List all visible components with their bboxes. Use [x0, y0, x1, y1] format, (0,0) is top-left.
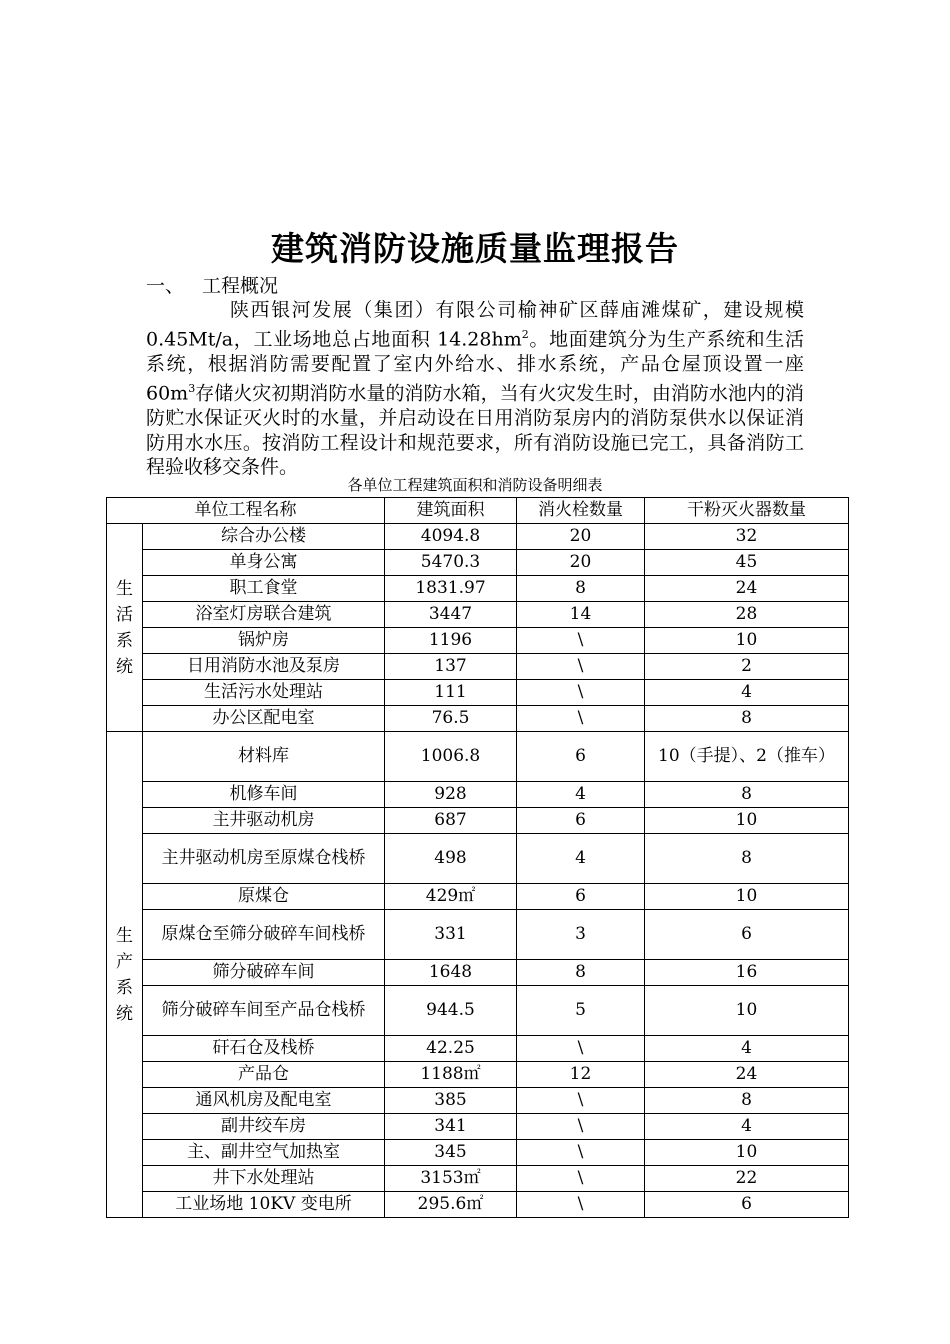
- hydrant-count-cell: \: [517, 1114, 645, 1140]
- hydrant-count-cell: 4: [517, 834, 645, 884]
- extinguisher-count-cell: 4: [645, 1036, 849, 1062]
- area-cell: 111: [385, 680, 517, 706]
- section-heading: [146, 274, 278, 298]
- extinguisher-count-cell: 10: [645, 884, 849, 910]
- hydrant-count-cell: \: [517, 1192, 645, 1218]
- extinguisher-count-cell: 16: [645, 960, 849, 986]
- unit-name-cell: 副井绞车房: [143, 1114, 385, 1140]
- unit-name-cell: 主、副井空气加热室: [143, 1140, 385, 1166]
- hydrant-count-cell: 6: [517, 732, 645, 782]
- intro-text-1: 陕西银河发展（集团）有限公司榆神矿区薛庙滩煤矿，建设规模 0.45Mt/a，工业场地总占地面积 14.28hm: [146, 299, 804, 351]
- group-label-char: 统: [116, 1003, 133, 1024]
- unit-name-cell: 主井驱动机房至原煤仓栈桥: [143, 834, 385, 884]
- extinguisher-count-cell: 28: [645, 602, 849, 628]
- area-cell: 345: [385, 1140, 517, 1166]
- header-unit-name: 单位工程名称: [107, 498, 385, 524]
- unit-name-cell: 主井驱动机房: [143, 808, 385, 834]
- extinguisher-count-cell: 8: [645, 1088, 849, 1114]
- area-cell: 1006.8: [385, 732, 517, 782]
- area-cell: 687: [385, 808, 517, 834]
- hydrant-count-cell: 4: [517, 782, 645, 808]
- table-row: [107, 1140, 849, 1166]
- hydrant-count-cell: 6: [517, 884, 645, 910]
- intro-sup-2: 3: [188, 381, 196, 395]
- section-number: 一、: [146, 275, 185, 297]
- area-cell: 1196: [385, 628, 517, 654]
- unit-name-cell: 材料库: [143, 732, 385, 782]
- table-row: [107, 602, 849, 628]
- area-cell: 5470.3: [385, 550, 517, 576]
- area-cell: 3153㎡: [385, 1166, 517, 1192]
- table-row: [107, 1062, 849, 1088]
- area-cell: 385: [385, 1088, 517, 1114]
- hydrant-count-cell: 12: [517, 1062, 645, 1088]
- table-row: [107, 884, 849, 910]
- area-cell: 1648: [385, 960, 517, 986]
- table-row: [107, 732, 849, 782]
- table-row: [107, 960, 849, 986]
- table-row: [107, 654, 849, 680]
- extinguisher-count-cell: 45: [645, 550, 849, 576]
- area-cell: 1188㎡: [385, 1062, 517, 1088]
- area-cell: 137: [385, 654, 517, 680]
- table-row: [107, 576, 849, 602]
- hydrant-count-cell: \: [517, 654, 645, 680]
- extinguisher-count-cell: 8: [645, 782, 849, 808]
- system-group-label: [107, 732, 143, 1218]
- hydrant-count-cell: 5: [517, 986, 645, 1036]
- extinguisher-count-cell: 32: [645, 524, 849, 550]
- area-cell: 4094.8: [385, 524, 517, 550]
- extinguisher-count-cell: 10: [645, 808, 849, 834]
- unit-name-cell: 机修车间: [143, 782, 385, 808]
- table-body: [107, 524, 849, 1218]
- extinguisher-count-cell: 2: [645, 654, 849, 680]
- system-group-label: [107, 524, 143, 732]
- unit-name-cell: 原煤仓至筛分破碎车间栈桥: [143, 910, 385, 960]
- table-row: [107, 1192, 849, 1218]
- hydrant-count-cell: 8: [517, 576, 645, 602]
- hydrant-count-cell: 6: [517, 808, 645, 834]
- extinguisher-count-cell: 8: [645, 834, 849, 884]
- extinguisher-count-cell: 10: [645, 1140, 849, 1166]
- intro-text-2: 。地面建筑分为生产系统和生活系统，根据消防需要配置了室内外给水、排水系统，产品仓屋顶设置一座 60m: [146, 328, 804, 405]
- area-cell: 429㎡: [385, 884, 517, 910]
- table-row: [107, 1166, 849, 1192]
- hydrant-count-cell: \: [517, 628, 645, 654]
- hydrant-count-cell: 8: [517, 960, 645, 986]
- unit-name-cell: 单身公寓: [143, 550, 385, 576]
- hydrant-count-cell: \: [517, 1140, 645, 1166]
- unit-name-cell: 职工食堂: [143, 576, 385, 602]
- table-row: [107, 910, 849, 960]
- table-row: [107, 628, 849, 654]
- table-row: [107, 1036, 849, 1062]
- group-label-char: 系: [116, 977, 133, 998]
- hydrant-count-cell: 20: [517, 550, 645, 576]
- unit-name-cell: 办公区配电室: [143, 706, 385, 732]
- unit-name-cell: 井下水处理站: [143, 1166, 385, 1192]
- group-label-char: 生: [116, 925, 133, 946]
- table-caption: 各单位工程建筑面积和消防设备明细表: [347, 476, 603, 494]
- area-cell: 944.5: [385, 986, 517, 1036]
- hydrant-count-cell: \: [517, 1036, 645, 1062]
- hydrant-count-cell: 14: [517, 602, 645, 628]
- table-row: [107, 1114, 849, 1140]
- project-overview-paragraph: [146, 298, 804, 480]
- table-row: [107, 706, 849, 732]
- hydrant-count-cell: \: [517, 1166, 645, 1192]
- unit-name-cell: 产品仓: [143, 1062, 385, 1088]
- table-row: [107, 782, 849, 808]
- header-extinguisher: 干粉灭火器数量: [645, 498, 849, 524]
- hydrant-count-cell: 3: [517, 910, 645, 960]
- header-area: 建筑面积: [385, 498, 517, 524]
- area-cell: 42.25: [385, 1036, 517, 1062]
- extinguisher-count-cell: 6: [645, 910, 849, 960]
- unit-name-cell: 矸石仓及栈桥: [143, 1036, 385, 1062]
- group-label-char: 生: [116, 578, 133, 599]
- unit-name-cell: 综合办公楼: [143, 524, 385, 550]
- group-label-char: 统: [116, 656, 133, 677]
- group-label-char: 活: [116, 604, 133, 625]
- extinguisher-count-cell: 10（手提）、2（推车）: [645, 732, 849, 782]
- header-hydrant: 消火栓数量: [517, 498, 645, 524]
- fire-equipment-table: [106, 497, 849, 1218]
- hydrant-count-cell: \: [517, 706, 645, 732]
- extinguisher-count-cell: 24: [645, 576, 849, 602]
- intro-text-3: 存储火灾初期消防水量的消防水箱，当有火灾发生时，由消防水池内的消防贮水保证灭火时的水量，并启动设在日用消防泵房内的消防泵供水以保证消防用水水压。按消防工程设计和规范要求，所有消防设施已完工，具备消防工程验收移交条件。: [146, 382, 804, 479]
- area-cell: 331: [385, 910, 517, 960]
- extinguisher-count-cell: 22: [645, 1166, 849, 1192]
- area-cell: 76.5: [385, 706, 517, 732]
- table-row: [107, 550, 849, 576]
- area-cell: 295.6㎡: [385, 1192, 517, 1218]
- area-cell: 928: [385, 782, 517, 808]
- extinguisher-count-cell: 4: [645, 680, 849, 706]
- hydrant-count-cell: \: [517, 680, 645, 706]
- extinguisher-count-cell: 10: [645, 628, 849, 654]
- unit-name-cell: 日用消防水池及泵房: [143, 654, 385, 680]
- table-header-row: [107, 498, 849, 524]
- extinguisher-count-cell: 8: [645, 706, 849, 732]
- table-row: [107, 1088, 849, 1114]
- area-cell: 1831.97: [385, 576, 517, 602]
- table-row: [107, 986, 849, 1036]
- unit-name-cell: 浴室灯房联合建筑: [143, 602, 385, 628]
- report-title: 建筑消防设施质量监理报告: [271, 229, 679, 268]
- unit-name-cell: 工业场地 10KV 变电所: [143, 1192, 385, 1218]
- unit-name-cell: 原煤仓: [143, 884, 385, 910]
- section-title: 工程概况: [202, 275, 279, 297]
- hydrant-count-cell: 20: [517, 524, 645, 550]
- unit-name-cell: 锅炉房: [143, 628, 385, 654]
- area-cell: 3447: [385, 602, 517, 628]
- hydrant-count-cell: \: [517, 1088, 645, 1114]
- unit-name-cell: 筛分破碎车间至产品仓栈桥: [143, 986, 385, 1036]
- intro-sup-1: 2: [521, 327, 529, 341]
- extinguisher-count-cell: 10: [645, 986, 849, 1036]
- unit-name-cell: 筛分破碎车间: [143, 960, 385, 986]
- extinguisher-count-cell: 4: [645, 1114, 849, 1140]
- table-row: [107, 834, 849, 884]
- group-label-char: 系: [116, 630, 133, 651]
- unit-name-cell: 生活污水处理站: [143, 680, 385, 706]
- area-cell: 341: [385, 1114, 517, 1140]
- area-cell: 498: [385, 834, 517, 884]
- table-row: [107, 524, 849, 550]
- unit-name-cell: 通风机房及配电室: [143, 1088, 385, 1114]
- table-row: [107, 808, 849, 834]
- group-label-char: 产: [116, 951, 133, 972]
- table-row: [107, 680, 849, 706]
- extinguisher-count-cell: 6: [645, 1192, 849, 1218]
- extinguisher-count-cell: 24: [645, 1062, 849, 1088]
